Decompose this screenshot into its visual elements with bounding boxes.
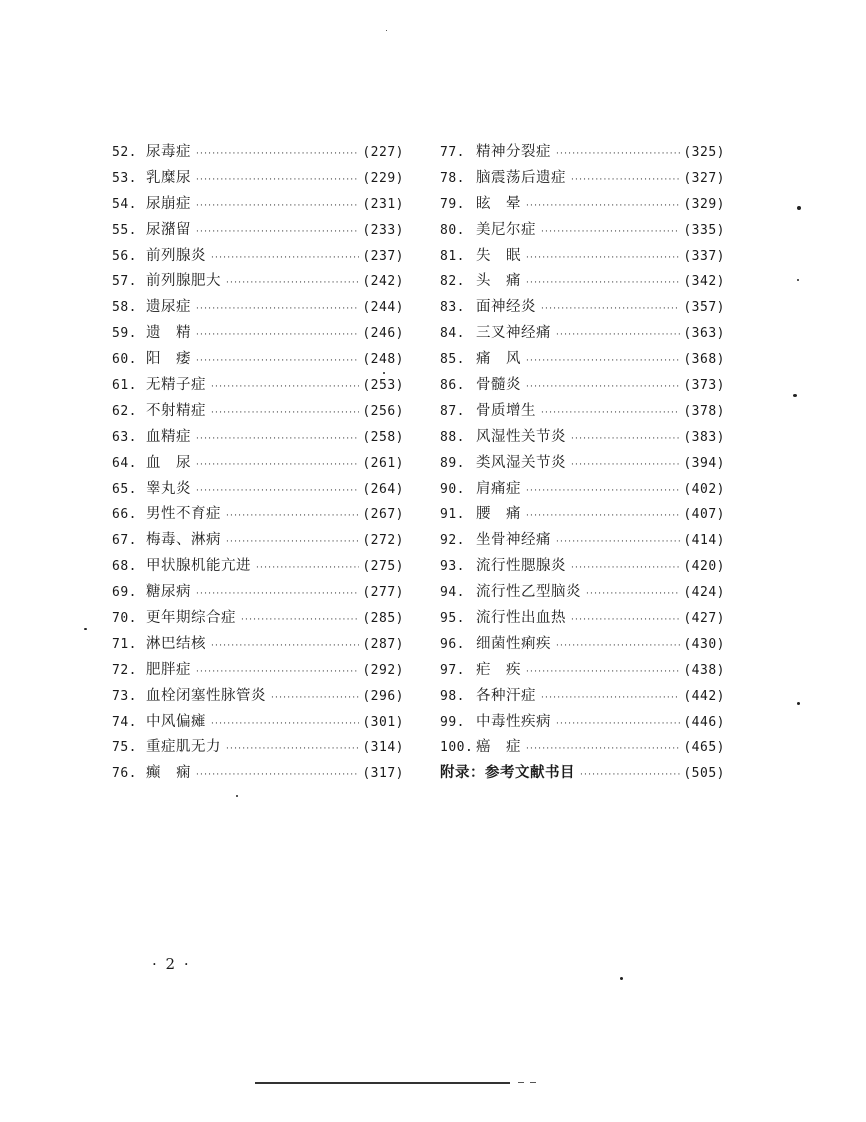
scan-speck xyxy=(236,795,238,797)
toc-entry-title: 肩痛症 xyxy=(476,480,521,497)
toc-entry-title: 脑震荡后遗症 xyxy=(476,169,566,186)
toc-entry-page: (261) xyxy=(362,455,404,471)
toc-entry xyxy=(440,554,725,580)
toc-dot-leader xyxy=(580,770,680,780)
scan-artifact-line xyxy=(530,1082,536,1083)
toc-entry xyxy=(112,735,404,761)
scan-speck xyxy=(84,628,87,630)
toc-entry-title: 痛 风 xyxy=(476,351,521,368)
toc-entry-title: 流行性乙型脑炎 xyxy=(476,584,581,601)
toc-entry-page: (438) xyxy=(683,662,725,678)
toc-entry-page: (342) xyxy=(683,274,725,290)
toc-entry-number: 82. xyxy=(440,274,465,290)
toc-dot-leader xyxy=(556,537,680,547)
toc-dot-leader xyxy=(526,278,680,288)
toc-dot-leader xyxy=(211,253,359,263)
toc-dot-leader xyxy=(196,149,359,159)
toc-appendix-title: 附录：参考文献书目 xyxy=(440,764,575,782)
toc-entry-title: 乳糜尿 xyxy=(146,169,191,186)
toc-dot-leader xyxy=(256,563,359,573)
toc-entry-page: (244) xyxy=(362,300,404,316)
toc-entry xyxy=(440,684,725,710)
toc-entry-page: (337) xyxy=(683,248,725,264)
toc-entry-title: 血精症 xyxy=(146,428,191,445)
toc-entry-number: 100. xyxy=(440,740,474,756)
scan-artifact-line xyxy=(518,1082,524,1083)
toc-entry xyxy=(112,710,404,736)
toc-dot-leader xyxy=(526,486,680,496)
toc-dot-leader xyxy=(526,511,680,521)
toc-entry xyxy=(112,502,404,528)
toc-entry-page: (363) xyxy=(683,326,725,342)
toc-entry-number: 55. xyxy=(112,222,137,238)
scan-speck xyxy=(386,30,387,31)
toc-entry-title: 流行性腮腺炎 xyxy=(476,558,566,575)
toc-dot-leader xyxy=(196,589,359,599)
toc-entry xyxy=(112,218,404,244)
toc-entry xyxy=(112,321,404,347)
toc-dot-leader xyxy=(526,201,680,211)
scan-artifact-line xyxy=(255,1082,510,1084)
toc-entry xyxy=(440,140,725,166)
toc-dot-leader xyxy=(541,408,680,418)
toc-entry xyxy=(440,373,725,399)
toc-entry-title: 精神分裂症 xyxy=(476,144,551,160)
toc-dot-leader xyxy=(571,175,680,185)
toc-entry-page: (231) xyxy=(362,196,404,212)
toc-entry-title: 睾丸炎 xyxy=(146,480,191,497)
toc-entry-page: (383) xyxy=(683,429,725,445)
toc-entry xyxy=(440,244,725,270)
toc-dot-leader xyxy=(541,304,680,314)
toc-entry-title: 骨髓炎 xyxy=(476,377,521,394)
toc-entry-number: 95. xyxy=(440,611,465,627)
toc-entry-page: (277) xyxy=(362,585,404,601)
toc-dot-leader xyxy=(226,511,359,521)
toc-entry-title: 美尼尔症 xyxy=(476,221,536,238)
toc-right-column xyxy=(440,140,725,787)
toc-entry-number: 98. xyxy=(440,688,465,704)
toc-entry-number: 91. xyxy=(440,507,465,523)
toc-entry-number: 99. xyxy=(440,714,465,730)
toc-dot-leader xyxy=(556,149,680,159)
toc-entry xyxy=(440,477,725,503)
toc-entry xyxy=(112,632,404,658)
toc-entry-page: (237) xyxy=(362,248,404,264)
toc-entry-page: (264) xyxy=(362,481,404,497)
toc-entry-page: (229) xyxy=(362,170,404,186)
toc-entry xyxy=(112,192,404,218)
scan-speck xyxy=(793,394,797,397)
toc-entry-number: 86. xyxy=(440,378,465,394)
toc-dot-leader xyxy=(556,330,680,340)
toc-dot-leader xyxy=(571,460,680,470)
toc-entry-title: 疟 疾 xyxy=(476,661,521,678)
toc-entry-page: (267) xyxy=(362,507,404,523)
toc-appendix-entry xyxy=(440,761,725,787)
toc-entry-page: (402) xyxy=(683,481,725,497)
toc-dot-leader xyxy=(226,537,359,547)
toc-entry xyxy=(112,399,404,425)
toc-entry-title: 坐骨神经痛 xyxy=(476,532,551,549)
toc-entry-number: 58. xyxy=(112,300,137,316)
toc-entry-title: 细菌性痢疾 xyxy=(476,635,551,652)
scan-speck xyxy=(797,702,800,705)
toc-dot-leader xyxy=(526,356,680,366)
toc-entry xyxy=(112,451,404,477)
toc-entry-title: 男性不育症 xyxy=(146,506,221,523)
toc-entry-number: 96. xyxy=(440,636,465,652)
toc-entry-page: (325) xyxy=(683,145,725,160)
toc-entry-number: 79. xyxy=(440,196,465,212)
toc-entry-number: 68. xyxy=(112,559,137,575)
toc-entry xyxy=(112,244,404,270)
toc-entry-page: (272) xyxy=(362,533,404,549)
toc-entry-number: 74. xyxy=(112,714,137,730)
toc-entry-number: 77. xyxy=(440,145,465,160)
toc-entry-title: 尿毒症 xyxy=(146,144,191,160)
toc-dot-leader xyxy=(571,615,680,625)
toc-entry-title: 前列腺炎 xyxy=(146,247,206,264)
toc-entry xyxy=(440,735,725,761)
toc-entry-number: 93. xyxy=(440,559,465,575)
toc-entry-page: (301) xyxy=(362,714,404,730)
toc-entry xyxy=(440,166,725,192)
toc-dot-leader xyxy=(196,434,359,444)
toc-entry-title: 遗尿症 xyxy=(146,299,191,316)
toc-entry-number: 83. xyxy=(440,300,465,316)
toc-entry xyxy=(440,321,725,347)
toc-entry xyxy=(440,632,725,658)
scan-speck xyxy=(797,206,801,210)
scan-speck xyxy=(797,279,799,281)
toc-entry-number: 64. xyxy=(112,455,137,471)
toc-entry-page: (420) xyxy=(683,559,725,575)
toc-appendix-page: (505) xyxy=(683,766,725,782)
toc-dot-leader xyxy=(241,615,359,625)
toc-entry-page: (317) xyxy=(362,766,404,782)
toc-entry-number: 63. xyxy=(112,429,137,445)
toc-dot-leader xyxy=(271,693,359,703)
toc-entry xyxy=(440,658,725,684)
toc-entry-number: 53. xyxy=(112,170,137,186)
toc-entry-title: 不射精症 xyxy=(146,402,206,419)
toc-dot-leader xyxy=(196,667,359,677)
toc-dot-leader xyxy=(196,227,359,237)
toc-dot-leader xyxy=(226,278,359,288)
toc-entry-number: 85. xyxy=(440,352,465,368)
toc-entry-title: 前列腺肥大 xyxy=(146,273,221,290)
toc-entry xyxy=(440,451,725,477)
toc-entry-title: 尿崩症 xyxy=(146,195,191,212)
toc-entry-number: 90. xyxy=(440,481,465,497)
toc-entry-page: (256) xyxy=(362,403,404,419)
toc-dot-leader xyxy=(211,408,359,418)
toc-entry-number: 66. xyxy=(112,507,137,523)
toc-entry-number: 69. xyxy=(112,585,137,601)
toc-entry xyxy=(112,295,404,321)
toc-entry xyxy=(112,140,404,166)
toc-entry-number: 72. xyxy=(112,662,137,678)
scan-speck xyxy=(383,372,385,374)
toc-entry-number: 61. xyxy=(112,378,137,394)
toc-entry xyxy=(440,606,725,632)
toc-entry-title: 腰 痛 xyxy=(476,506,521,523)
toc-entry xyxy=(440,269,725,295)
toc-entry-number: 84. xyxy=(440,326,465,342)
toc-entry-title: 三叉神经痛 xyxy=(476,325,551,342)
toc-entry xyxy=(440,528,725,554)
toc-entry xyxy=(112,528,404,554)
toc-entry xyxy=(440,502,725,528)
toc-entry xyxy=(112,684,404,710)
toc-entry-page: (285) xyxy=(362,611,404,627)
toc-entry-page: (407) xyxy=(683,507,725,523)
toc-entry-title: 中风偏瘫 xyxy=(146,713,206,730)
toc-entry-number: 65. xyxy=(112,481,137,497)
toc-dot-leader xyxy=(541,227,680,237)
toc-entry-title: 头 痛 xyxy=(476,273,521,290)
scan-speck xyxy=(620,977,623,980)
toc-entry-page: (227) xyxy=(362,145,404,160)
toc-entry-page: (246) xyxy=(362,326,404,342)
toc-entry xyxy=(440,425,725,451)
toc-entry-page: (292) xyxy=(362,662,404,678)
toc-entry-title: 血栓闭塞性脉管炎 xyxy=(146,687,266,704)
toc-entry xyxy=(440,710,725,736)
toc-entry-title: 眩 晕 xyxy=(476,195,521,212)
toc-entry-page: (329) xyxy=(683,196,725,212)
toc-entry xyxy=(440,192,725,218)
toc-dot-leader xyxy=(196,304,359,314)
toc-entry xyxy=(440,347,725,373)
toc-entry-title: 风湿性关节炎 xyxy=(476,428,566,445)
toc-entry xyxy=(112,425,404,451)
toc-entry-number: 71. xyxy=(112,636,137,652)
toc-entry xyxy=(112,658,404,684)
toc-left-column xyxy=(112,140,404,787)
toc-dot-leader xyxy=(556,641,680,651)
toc-entry xyxy=(440,399,725,425)
toc-dot-leader xyxy=(556,719,680,729)
toc-entry-number: 92. xyxy=(440,533,465,549)
toc-dot-leader xyxy=(196,356,359,366)
toc-entry xyxy=(112,606,404,632)
toc-entry-title: 甲状腺机能亢进 xyxy=(146,558,251,575)
toc-dot-leader xyxy=(226,744,359,754)
toc-entry-title: 糖尿病 xyxy=(146,584,191,601)
toc-entry-number: 52. xyxy=(112,145,137,160)
toc-dot-leader xyxy=(526,667,680,677)
toc-entry-page: (233) xyxy=(362,222,404,238)
toc-dot-leader xyxy=(571,434,680,444)
toc-entry-page: (253) xyxy=(362,378,404,394)
toc-entry-page: (327) xyxy=(683,170,725,186)
toc-dot-leader xyxy=(526,382,680,392)
toc-entry-page: (287) xyxy=(362,636,404,652)
toc-entry xyxy=(440,218,725,244)
toc-entry-title: 血 尿 xyxy=(146,454,191,471)
toc-entry-title: 尿潴留 xyxy=(146,221,191,238)
toc-entry-number: 81. xyxy=(440,248,465,264)
toc-entry-title: 肥胖症 xyxy=(146,661,191,678)
toc-entry-page: (335) xyxy=(683,222,725,238)
toc-entry xyxy=(112,761,404,787)
toc-dot-leader xyxy=(526,744,680,754)
toc-entry-title: 中毒性疾病 xyxy=(476,713,551,730)
toc-entry-page: (357) xyxy=(683,300,725,316)
toc-entry-number: 87. xyxy=(440,403,465,419)
toc-entry-page: (414) xyxy=(683,533,725,549)
toc-dot-leader xyxy=(586,589,680,599)
toc-entry-number: 88. xyxy=(440,429,465,445)
toc-entry-page: (248) xyxy=(362,352,404,368)
toc-entry-number: 80. xyxy=(440,222,465,238)
toc-entry-page: (296) xyxy=(362,688,404,704)
toc-entry-page: (314) xyxy=(362,740,404,756)
toc-dot-leader xyxy=(211,719,359,729)
toc-entry-title: 更年期综合症 xyxy=(146,610,236,627)
toc-entry-number: 94. xyxy=(440,585,465,601)
toc-entry xyxy=(112,580,404,606)
toc-entry-page: (427) xyxy=(683,611,725,627)
toc-entry-page: (442) xyxy=(683,688,725,704)
toc-entry xyxy=(112,166,404,192)
toc-entry-title: 阳 痿 xyxy=(146,351,191,368)
toc-entry-number: 76. xyxy=(112,766,137,782)
toc-entry-page: (242) xyxy=(362,274,404,290)
toc-dot-leader xyxy=(526,253,680,263)
toc-entry-number: 57. xyxy=(112,274,137,290)
toc-entry-title: 重症肌无力 xyxy=(146,739,221,756)
toc-entry-title: 类风湿关节炎 xyxy=(476,454,566,471)
toc-dot-leader xyxy=(196,330,359,340)
toc-entry-title: 梅毒、淋病 xyxy=(146,532,221,549)
toc-entry-title: 淋巴结核 xyxy=(146,635,206,652)
toc-dot-leader xyxy=(571,563,680,573)
toc-entry xyxy=(440,580,725,606)
toc-entry-number: 54. xyxy=(112,196,137,212)
toc-entry-number: 78. xyxy=(440,170,465,186)
toc-entry-title: 失 眠 xyxy=(476,247,521,264)
toc-dot-leader xyxy=(541,693,680,703)
toc-entry xyxy=(112,373,404,399)
toc-entry-number: 62. xyxy=(112,403,137,419)
toc-entry-page: (368) xyxy=(683,352,725,368)
toc-entry-page: (373) xyxy=(683,378,725,394)
toc-entry-number: 73. xyxy=(112,688,137,704)
toc-entry-page: (378) xyxy=(683,403,725,419)
toc-entry xyxy=(112,269,404,295)
toc-dot-leader xyxy=(196,486,359,496)
toc-entry xyxy=(112,554,404,580)
toc-entry-page: (465) xyxy=(683,740,725,756)
toc-entry-page: (394) xyxy=(683,455,725,471)
toc-entry-number: 89. xyxy=(440,455,465,471)
toc-dot-leader xyxy=(196,201,359,211)
toc-dot-leader xyxy=(196,770,359,780)
page-number: · 2 · xyxy=(152,955,191,973)
toc-entry-page: (424) xyxy=(683,585,725,601)
toc-entry-number: 56. xyxy=(112,248,137,264)
toc-dot-leader xyxy=(211,641,359,651)
toc-entry xyxy=(112,477,404,503)
toc-entry-title: 骨质增生 xyxy=(476,402,536,419)
toc-entry-number: 67. xyxy=(112,533,137,549)
toc-entry-number: 59. xyxy=(112,326,137,342)
toc-entry-number: 97. xyxy=(440,662,465,678)
toc-entry-title: 流行性出血热 xyxy=(476,610,566,627)
toc-entry xyxy=(112,347,404,373)
toc-entry-page: (258) xyxy=(362,429,404,445)
toc-dot-leader xyxy=(196,175,359,185)
toc-entry-number: 75. xyxy=(112,740,137,756)
toc-entry-page: (275) xyxy=(362,559,404,575)
toc-entry-title: 癫 痫 xyxy=(146,765,191,782)
toc-entry-title: 无精子症 xyxy=(146,377,206,394)
toc-entry-title: 各种汗症 xyxy=(476,687,536,704)
toc-entry-title: 遗 精 xyxy=(146,325,191,342)
toc-entry-page: (446) xyxy=(683,714,725,730)
toc-dot-leader xyxy=(196,460,359,470)
toc-entry-title: 癌 症 xyxy=(476,739,521,756)
toc-entry-number: 70. xyxy=(112,611,137,627)
toc-entry-page: (430) xyxy=(683,636,725,652)
toc-entry xyxy=(440,295,725,321)
toc-dot-leader xyxy=(211,382,359,392)
toc-entry-number: 60. xyxy=(112,352,137,368)
toc-entry-title: 面神经炎 xyxy=(476,299,536,316)
